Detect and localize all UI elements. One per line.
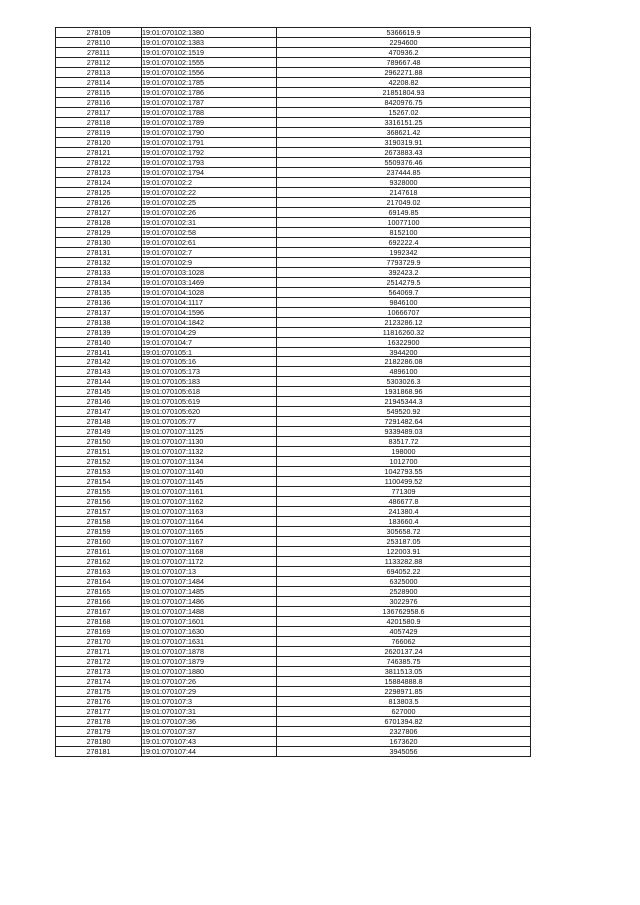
cadastral-value-cell: 9339489.03 xyxy=(277,427,531,437)
cadastral-number-cell: 19:01:070105:173 xyxy=(142,367,277,377)
cadastral-value-cell: 1042793.55 xyxy=(277,467,531,477)
row-number-cell: 278133 xyxy=(56,267,142,277)
row-number-cell: 278162 xyxy=(56,557,142,567)
row-number-cell: 278148 xyxy=(56,417,142,427)
cadastral-number-cell: 19:01:070102:26 xyxy=(142,207,277,217)
table-row xyxy=(56,177,531,187)
table-row xyxy=(56,447,531,457)
cadastral-number-cell: 19:01:070107:1161 xyxy=(142,487,277,497)
row-number-cell: 278124 xyxy=(56,177,142,187)
row-number-cell: 278171 xyxy=(56,647,142,657)
cadastral-value-cell: 2182286.08 xyxy=(277,357,531,367)
table-row xyxy=(56,357,531,367)
row-number-cell: 278176 xyxy=(56,696,142,706)
table-row xyxy=(56,736,531,746)
row-number-cell: 278135 xyxy=(56,287,142,297)
row-number-cell: 278175 xyxy=(56,686,142,696)
cadastral-number-cell: 19:01:070102:7 xyxy=(142,247,277,257)
cadastral-value-cell: 549520.92 xyxy=(277,407,531,417)
cadastral-value-cell: 3022976 xyxy=(277,597,531,607)
cadastral-value-cell: 3944200 xyxy=(277,347,531,357)
row-number-cell: 278114 xyxy=(56,77,142,87)
cadastral-number-cell: 19:01:070107:1145 xyxy=(142,477,277,487)
row-number-cell: 278174 xyxy=(56,676,142,686)
cadastral-number-cell: 19:01:070102:1790 xyxy=(142,127,277,137)
table-row xyxy=(56,437,531,447)
row-number-cell: 278116 xyxy=(56,97,142,107)
cadastral-number-cell: 19:01:070105:618 xyxy=(142,387,277,397)
cadastral-value-cell: 8152100 xyxy=(277,227,531,237)
row-number-cell: 278142 xyxy=(56,357,142,367)
table-row xyxy=(56,497,531,507)
table-row xyxy=(56,457,531,467)
table-row xyxy=(56,77,531,87)
cadastral-value-cell: 4896100 xyxy=(277,367,531,377)
cadastral-value-cell: 1012700 xyxy=(277,457,531,467)
cadastral-number-cell: 19:01:070107:43 xyxy=(142,736,277,746)
cadastral-value-cell: 3811513.05 xyxy=(277,667,531,677)
cadastral-value-cell: 15884888.8 xyxy=(277,676,531,686)
cadastral-value-cell: 1673620 xyxy=(277,736,531,746)
row-number-cell: 278130 xyxy=(56,237,142,247)
cadastral-number-cell: 19:01:070103:1028 xyxy=(142,267,277,277)
cadastral-value-cell: 2123286.12 xyxy=(277,317,531,327)
cadastral-number-cell: 19:01:070107:1140 xyxy=(142,467,277,477)
row-number-cell: 278139 xyxy=(56,327,142,337)
cadastral-number-cell: 19:01:070102:1786 xyxy=(142,87,277,97)
cadastral-value-cell: 15267.02 xyxy=(277,107,531,117)
cadastral-number-cell: 19:01:070107:1132 xyxy=(142,447,277,457)
cadastral-number-cell: 19:01:070107:1163 xyxy=(142,507,277,517)
table-row xyxy=(56,696,531,706)
cadastral-number-cell: 19:01:070102:1556 xyxy=(142,67,277,77)
table-row xyxy=(56,407,531,417)
cadastral-number-cell: 19:01:070107:1164 xyxy=(142,517,277,527)
table-row xyxy=(56,87,531,97)
cadastral-value-cell: 4201580.9 xyxy=(277,617,531,627)
table-row xyxy=(56,607,531,617)
cadastral-number-cell: 19:01:070105:619 xyxy=(142,397,277,407)
cadastral-number-cell: 19:01:070102:1787 xyxy=(142,97,277,107)
cadastral-value-cell: 692222.4 xyxy=(277,237,531,247)
cadastral-number-cell: 19:01:070102:31 xyxy=(142,217,277,227)
cadastral-number-cell: 19:01:070102:2 xyxy=(142,177,277,187)
row-number-cell: 278165 xyxy=(56,587,142,597)
cadastral-value-cell: 11816260.32 xyxy=(277,327,531,337)
row-number-cell: 278156 xyxy=(56,497,142,507)
cadastral-value-cell: 771309 xyxy=(277,487,531,497)
table-row xyxy=(56,467,531,477)
table-row xyxy=(56,187,531,197)
table-row xyxy=(56,107,531,117)
table-row xyxy=(56,247,531,257)
row-number-cell: 278155 xyxy=(56,487,142,497)
cadastral-number-cell: 19:01:070102:25 xyxy=(142,197,277,207)
table-row xyxy=(56,37,531,47)
cadastral-number-cell: 19:01:070102:1792 xyxy=(142,147,277,157)
cadastral-number-cell: 19:01:070107:1167 xyxy=(142,537,277,547)
row-number-cell: 278131 xyxy=(56,247,142,257)
cadastral-value-cell: 2294600 xyxy=(277,37,531,47)
table-row xyxy=(56,47,531,57)
row-number-cell: 278117 xyxy=(56,107,142,117)
table-row xyxy=(56,577,531,587)
row-number-cell: 278140 xyxy=(56,337,142,347)
cadastral-value-cell: 694052.22 xyxy=(277,567,531,577)
cadastral-value-cell: 9328000 xyxy=(277,177,531,187)
cadastral-number-cell: 19:01:070107:29 xyxy=(142,686,277,696)
cadastral-number-cell: 19:01:070104:1596 xyxy=(142,307,277,317)
row-number-cell: 278115 xyxy=(56,87,142,97)
cadastral-value-cell: 766062 xyxy=(277,637,531,647)
cadastral-value-cell: 122003.91 xyxy=(277,547,531,557)
table-row xyxy=(56,287,531,297)
cadastral-value-cell: 1931868.96 xyxy=(277,387,531,397)
table-row xyxy=(56,557,531,567)
row-number-cell: 278158 xyxy=(56,517,142,527)
table-row xyxy=(56,127,531,137)
cadastral-number-cell: 19:01:070107:1631 xyxy=(142,637,277,647)
table-row xyxy=(56,587,531,597)
table-row xyxy=(56,487,531,497)
table-row xyxy=(56,97,531,107)
row-number-cell: 278153 xyxy=(56,467,142,477)
cadastral-value-cell: 136762958.6 xyxy=(277,607,531,617)
table-row xyxy=(56,237,531,247)
cadastral-number-cell: 19:01:070107:1134 xyxy=(142,457,277,467)
cadastral-value-cell: 392423.2 xyxy=(277,267,531,277)
row-number-cell: 278118 xyxy=(56,117,142,127)
table-row xyxy=(56,527,531,537)
cadastral-value-cell: 368621.42 xyxy=(277,127,531,137)
cadastral-value-cell: 5366619.9 xyxy=(277,28,531,38)
table-row xyxy=(56,657,531,667)
cadastral-number-cell: 19:01:070104:1028 xyxy=(142,287,277,297)
cadastral-number-cell: 19:01:070107:1485 xyxy=(142,587,277,597)
row-number-cell: 278149 xyxy=(56,427,142,437)
table-row xyxy=(56,427,531,437)
cadastral-value-cell: 183660.4 xyxy=(277,517,531,527)
cadastral-value-cell: 3316151.25 xyxy=(277,117,531,127)
cadastral-number-cell: 19:01:070105:16 xyxy=(142,357,277,367)
row-number-cell: 278177 xyxy=(56,706,142,716)
cadastral-number-cell: 19:01:070105:183 xyxy=(142,377,277,387)
cadastral-number-cell: 19:01:070107:1880 xyxy=(142,667,277,677)
cadastral-number-cell: 19:01:070102:1383 xyxy=(142,37,277,47)
cadastral-value-cell: 10077100 xyxy=(277,217,531,227)
cadastral-value-cell: 253187.05 xyxy=(277,537,531,547)
table-row xyxy=(56,597,531,607)
row-number-cell: 278160 xyxy=(56,537,142,547)
cadastral-number-cell: 19:01:070105:77 xyxy=(142,417,277,427)
row-number-cell: 278120 xyxy=(56,137,142,147)
row-number-cell: 278180 xyxy=(56,736,142,746)
cadastral-value-cell: 69149.85 xyxy=(277,207,531,217)
row-number-cell: 278143 xyxy=(56,367,142,377)
table-row xyxy=(56,277,531,287)
row-number-cell: 278123 xyxy=(56,167,142,177)
cadastral-value-cell: 2327806 xyxy=(277,726,531,736)
cadastral-number-cell: 19:01:070102:1791 xyxy=(142,137,277,147)
row-number-cell: 278179 xyxy=(56,726,142,736)
row-number-cell: 278134 xyxy=(56,277,142,287)
table-row xyxy=(56,477,531,487)
cadastral-number-cell: 19:01:070104:1117 xyxy=(142,297,277,307)
table-row xyxy=(56,197,531,207)
table-row xyxy=(56,716,531,726)
cadastral-number-cell: 19:01:070102:1519 xyxy=(142,47,277,57)
row-number-cell: 278136 xyxy=(56,297,142,307)
cadastral-value-cell: 8420976.75 xyxy=(277,97,531,107)
table-row xyxy=(56,297,531,307)
table-row xyxy=(56,347,531,357)
row-number-cell: 278152 xyxy=(56,457,142,467)
cadastral-number-cell: 19:01:070107:13 xyxy=(142,567,277,577)
cadastral-value-cell: 5509376.46 xyxy=(277,157,531,167)
cadastral-value-cell: 564069.7 xyxy=(277,287,531,297)
row-number-cell: 278172 xyxy=(56,657,142,667)
table-row xyxy=(56,28,531,38)
table-row xyxy=(56,217,531,227)
table-row xyxy=(56,257,531,267)
row-number-cell: 278119 xyxy=(56,127,142,137)
row-number-cell: 278163 xyxy=(56,567,142,577)
cadastral-number-cell: 19:01:070102:58 xyxy=(142,227,277,237)
cadastral-value-cell: 1133282.88 xyxy=(277,557,531,567)
cadastral-number-cell: 19:01:070107:1488 xyxy=(142,607,277,617)
row-number-cell: 278145 xyxy=(56,387,142,397)
table-row xyxy=(56,307,531,317)
table-row xyxy=(56,157,531,167)
cadastral-value-cell: 1100499.52 xyxy=(277,477,531,487)
table-row xyxy=(56,507,531,517)
cadastral-value-cell: 217049.02 xyxy=(277,197,531,207)
row-number-cell: 278141 xyxy=(56,347,142,357)
cadastral-number-cell: 19:01:070107:1601 xyxy=(142,617,277,627)
row-number-cell: 278166 xyxy=(56,597,142,607)
cadastral-value-cell: 237444.85 xyxy=(277,167,531,177)
cadastral-number-cell: 19:01:070107:1484 xyxy=(142,577,277,587)
row-number-cell: 278178 xyxy=(56,716,142,726)
table-row xyxy=(56,627,531,637)
cadastral-value-cell: 6701394.82 xyxy=(277,716,531,726)
row-number-cell: 278169 xyxy=(56,627,142,637)
cadastral-number-cell: 19:01:070107:1125 xyxy=(142,427,277,437)
cadastral-value-cell: 2528900 xyxy=(277,587,531,597)
row-number-cell: 278137 xyxy=(56,307,142,317)
table-row xyxy=(56,387,531,397)
row-number-cell: 278161 xyxy=(56,547,142,557)
row-number-cell: 278127 xyxy=(56,207,142,217)
cadastral-value-cell: 627000 xyxy=(277,706,531,716)
cadastral-number-cell: 19:01:070107:1879 xyxy=(142,657,277,667)
row-number-cell: 278110 xyxy=(56,37,142,47)
row-number-cell: 278181 xyxy=(56,746,142,756)
table-row xyxy=(56,706,531,716)
table-row xyxy=(56,547,531,557)
cadastral-number-cell: 19:01:070107:1130 xyxy=(142,437,277,447)
row-number-cell: 278150 xyxy=(56,437,142,447)
table-row xyxy=(56,57,531,67)
cadastral-value-cell: 9846100 xyxy=(277,297,531,307)
row-number-cell: 278147 xyxy=(56,407,142,417)
cadastral-number-cell: 19:01:070107:1165 xyxy=(142,527,277,537)
table-row xyxy=(56,746,531,756)
table-row xyxy=(56,227,531,237)
cadastral-value-cell: 2147618 xyxy=(277,187,531,197)
row-number-cell: 278167 xyxy=(56,607,142,617)
table-row xyxy=(56,317,531,327)
cadastral-number-cell: 19:01:070102:1789 xyxy=(142,117,277,127)
cadastral-value-cell: 305658.72 xyxy=(277,527,531,537)
row-number-cell: 278159 xyxy=(56,527,142,537)
table-row xyxy=(56,537,531,547)
row-number-cell: 278157 xyxy=(56,507,142,517)
cadastral-number-cell: 19:01:070107:1172 xyxy=(142,557,277,567)
cadastral-value-cell: 789667.48 xyxy=(277,57,531,67)
cadastral-value-cell: 2298971.85 xyxy=(277,686,531,696)
cadastral-value-cell: 241380.4 xyxy=(277,507,531,517)
cadastral-value-cell: 7793729.9 xyxy=(277,257,531,267)
cadastral-value-cell: 2673883.43 xyxy=(277,147,531,157)
cadastral-value-cell: 198000 xyxy=(277,447,531,457)
table-row xyxy=(56,417,531,427)
table-row xyxy=(56,617,531,627)
row-number-cell: 278170 xyxy=(56,637,142,647)
cadastral-number-cell: 19:01:070102:1793 xyxy=(142,157,277,167)
table-row xyxy=(56,327,531,337)
cadastral-value-cell: 746385.75 xyxy=(277,657,531,667)
cadastral-number-cell: 19:01:070102:1788 xyxy=(142,107,277,117)
row-number-cell: 278164 xyxy=(56,577,142,587)
table-row xyxy=(56,367,531,377)
table-row xyxy=(56,637,531,647)
cadastral-number-cell: 19:01:070104:29 xyxy=(142,327,277,337)
cadastral-number-cell: 19:01:070107:3 xyxy=(142,696,277,706)
row-number-cell: 278144 xyxy=(56,377,142,387)
cadastral-value-cell: 16322900 xyxy=(277,337,531,347)
cadastral-value-cell: 2514279.5 xyxy=(277,277,531,287)
row-number-cell: 278121 xyxy=(56,147,142,157)
cadastral-number-cell: 19:01:070107:26 xyxy=(142,676,277,686)
table-row xyxy=(56,517,531,527)
table-row xyxy=(56,676,531,686)
cadastral-number-cell: 19:01:070104:7 xyxy=(142,337,277,347)
table-row xyxy=(56,67,531,77)
cadastral-number-cell: 19:01:070102:1380 xyxy=(142,28,277,38)
row-number-cell: 278122 xyxy=(56,157,142,167)
cadastral-number-cell: 19:01:070105:1 xyxy=(142,347,277,357)
table-row xyxy=(56,267,531,277)
row-number-cell: 278125 xyxy=(56,187,142,197)
cadastral-value-cell: 7291482.64 xyxy=(277,417,531,427)
cadastral-number-cell: 19:01:070102:1555 xyxy=(142,57,277,67)
cadastral-number-cell: 19:01:070102:1785 xyxy=(142,77,277,87)
cadastral-number-cell: 19:01:070107:36 xyxy=(142,716,277,726)
cadastral-value-table xyxy=(55,27,531,757)
table-row xyxy=(56,337,531,347)
cadastral-value-cell: 1992342 xyxy=(277,247,531,257)
cadastral-value-cell: 486677.8 xyxy=(277,497,531,507)
cadastral-value-cell: 813803.5 xyxy=(277,696,531,706)
row-number-cell: 278132 xyxy=(56,257,142,267)
cadastral-number-cell: 19:01:070107:44 xyxy=(142,746,277,756)
cadastral-number-cell: 19:01:070104:1842 xyxy=(142,317,277,327)
table-row xyxy=(56,567,531,577)
table-row xyxy=(56,377,531,387)
table-row xyxy=(56,137,531,147)
table-row xyxy=(56,147,531,157)
row-number-cell: 278151 xyxy=(56,447,142,457)
cadastral-value-cell: 6325000 xyxy=(277,577,531,587)
cadastral-value-cell: 3945056 xyxy=(277,746,531,756)
table-body xyxy=(56,28,531,757)
row-number-cell: 278138 xyxy=(56,317,142,327)
row-number-cell: 278128 xyxy=(56,217,142,227)
row-number-cell: 278109 xyxy=(56,28,142,38)
cadastral-value-cell: 21945344.3 xyxy=(277,397,531,407)
row-number-cell: 278112 xyxy=(56,57,142,67)
row-number-cell: 278113 xyxy=(56,67,142,77)
cadastral-value-cell: 2962271.88 xyxy=(277,67,531,77)
cadastral-value-cell: 21851804.93 xyxy=(277,87,531,97)
cadastral-value-cell: 42208.82 xyxy=(277,77,531,87)
table-row xyxy=(56,117,531,127)
table-row xyxy=(56,397,531,407)
cadastral-value-cell: 470936.2 xyxy=(277,47,531,57)
cadastral-value-cell: 4057429 xyxy=(277,627,531,637)
row-number-cell: 278129 xyxy=(56,227,142,237)
cadastral-number-cell: 19:01:070107:1168 xyxy=(142,547,277,557)
row-number-cell: 278173 xyxy=(56,667,142,677)
cadastral-value-cell: 2620137.24 xyxy=(277,647,531,657)
row-number-cell: 278168 xyxy=(56,617,142,627)
cadastral-number-cell: 19:01:070102:1794 xyxy=(142,167,277,177)
cadastral-number-cell: 19:01:070103:1469 xyxy=(142,277,277,287)
cadastral-number-cell: 19:01:070107:31 xyxy=(142,706,277,716)
table-row xyxy=(56,207,531,217)
cadastral-value-cell: 3190319.91 xyxy=(277,137,531,147)
row-number-cell: 278154 xyxy=(56,477,142,487)
table-row xyxy=(56,726,531,736)
cadastral-number-cell: 19:01:070102:61 xyxy=(142,237,277,247)
cadastral-number-cell: 19:01:070107:1162 xyxy=(142,497,277,507)
row-number-cell: 278111 xyxy=(56,47,142,57)
row-number-cell: 278126 xyxy=(56,197,142,207)
table-row xyxy=(56,667,531,677)
table-row xyxy=(56,686,531,696)
cadastral-value-cell: 83517.72 xyxy=(277,437,531,447)
cadastral-number-cell: 19:01:070105:620 xyxy=(142,407,277,417)
cadastral-number-cell: 19:01:070107:1630 xyxy=(142,627,277,637)
cadastral-number-cell: 19:01:070107:37 xyxy=(142,726,277,736)
table-row xyxy=(56,167,531,177)
cadastral-number-cell: 19:01:070102:9 xyxy=(142,257,277,267)
cadastral-number-cell: 19:01:070107:1878 xyxy=(142,647,277,657)
cadastral-value-cell: 10666707 xyxy=(277,307,531,317)
cadastral-number-cell: 19:01:070102:22 xyxy=(142,187,277,197)
cadastral-number-cell: 19:01:070107:1486 xyxy=(142,597,277,607)
table-row xyxy=(56,647,531,657)
cadastral-value-cell: 5303026.3 xyxy=(277,377,531,387)
row-number-cell: 278146 xyxy=(56,397,142,407)
